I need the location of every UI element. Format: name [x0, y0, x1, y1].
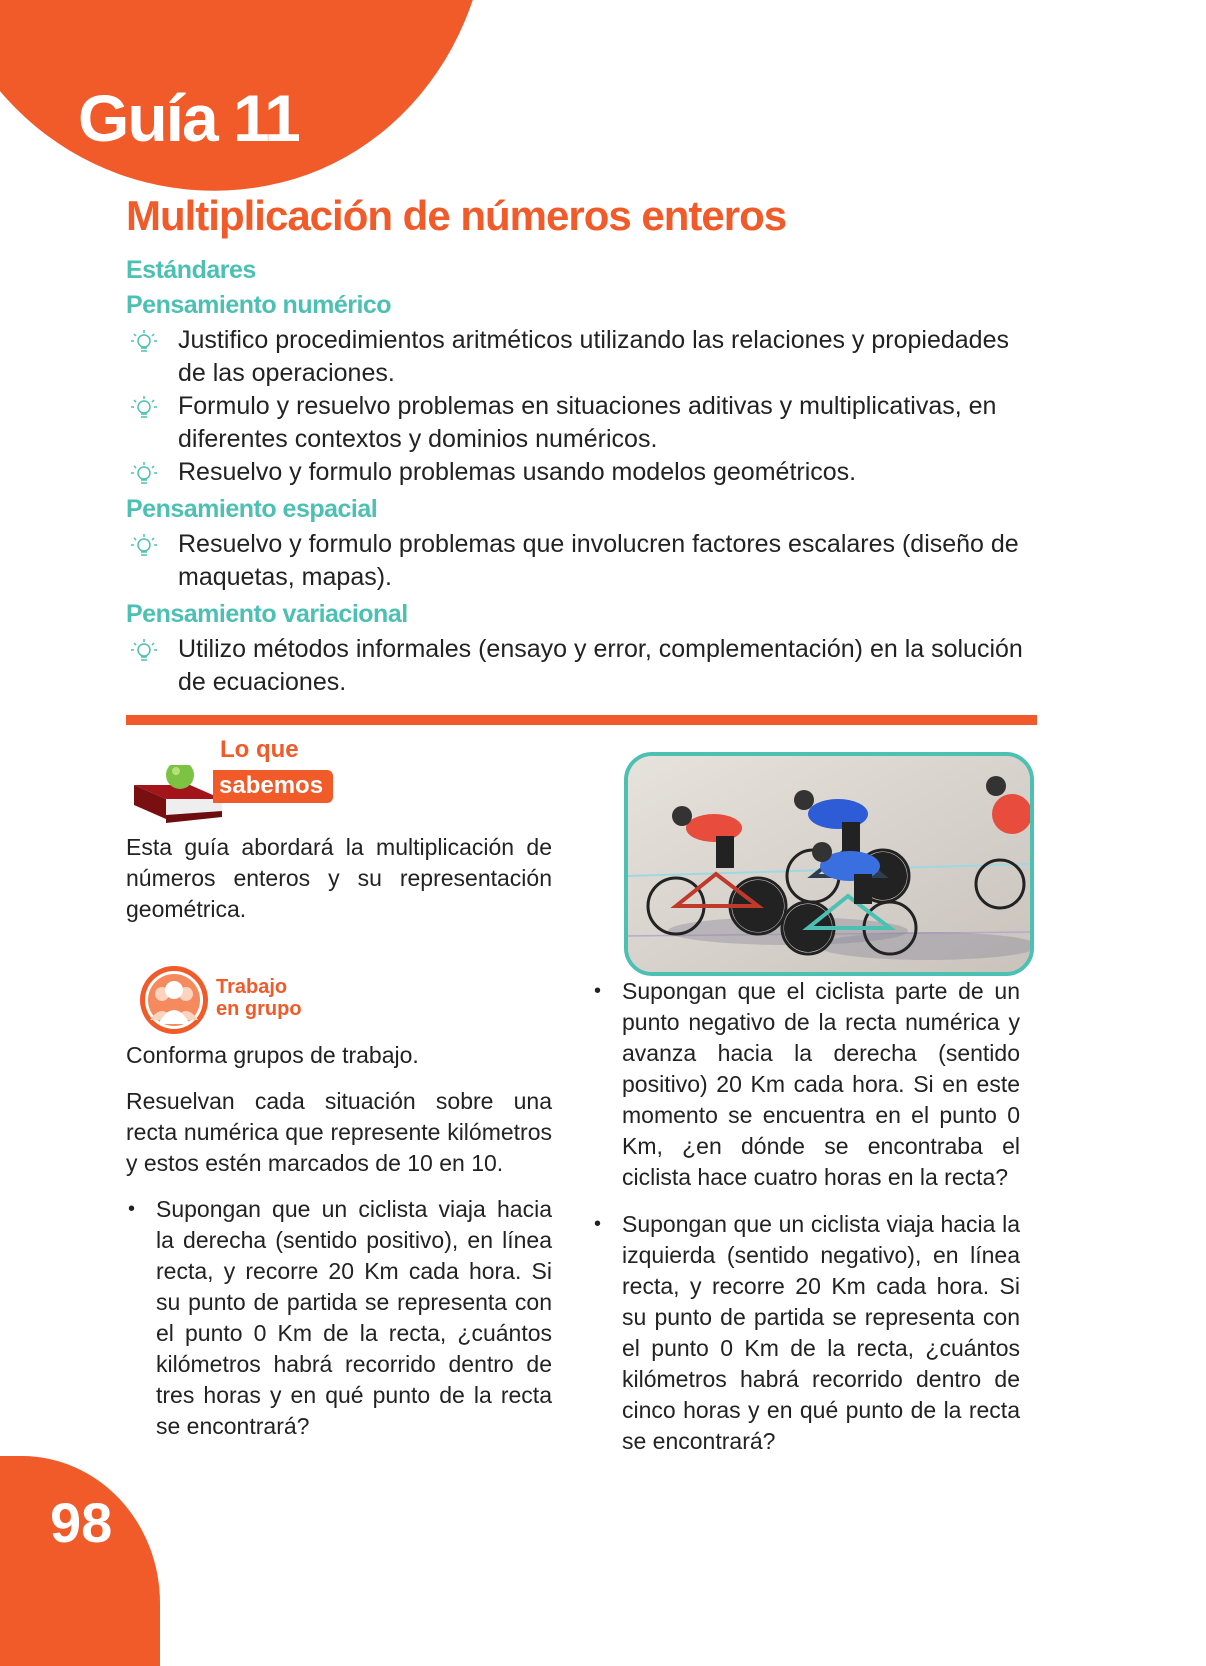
section-divider	[126, 715, 1037, 725]
group-description: Resuelvan cada situación sobre una recta numérica que represente kilómetros y estos estén marcados de 10 en 10.	[126, 1088, 552, 1176]
standard-text: Justifico procedimientos aritméticos utilizando las relaciones y propiedades de las operaciones.	[178, 326, 1009, 387]
standards-heading: Estándares	[126, 256, 256, 284]
standard-text: Formulo y resuelvo problemas en situaciones aditivas y multiplicativas, en diferentes contextos y dominios numéricos.	[178, 392, 997, 453]
lightbulb-icon	[130, 532, 158, 560]
standard-text: Utilizo métodos informales (ensayo y error, complementación) en la solución de ecuaciones.	[178, 635, 1023, 696]
left-problem-list	[126, 1194, 552, 1442]
lightbulb-icon	[130, 637, 158, 665]
standard-item	[126, 390, 1026, 456]
problem-item: • Supongan que un ciclista viaja hacia la izquierda (sentido negativo), en línea recta, y recorre 20 Km cada hora. Si su punto de partida se representa con el punto 0 Km de la recta, ¿cuántos kilómetros habrá recorrido dentro de cinco horas y en qué punto de la recta se encontrará?	[592, 1209, 1020, 1457]
numeric-list	[126, 324, 1026, 489]
guide-number: Guía 11	[78, 81, 299, 155]
page-title: Multiplicación de números enteros	[126, 192, 787, 239]
lo-que-label: Lo que	[220, 736, 299, 763]
spatial-heading: Pensamiento espacial	[126, 495, 378, 523]
intro-paragraph: Esta guía abordará la multiplicación de números enteros y su representación geométrica.	[126, 834, 552, 922]
cyclists-photo	[624, 752, 1034, 976]
standard-text: Resuelvo y formulo problemas usando modelos geométricos.	[178, 458, 857, 486]
group-icon	[138, 964, 210, 1036]
cyclists-illustration	[628, 756, 1030, 972]
standard-item	[126, 633, 1026, 699]
standard-item	[126, 324, 1026, 390]
lightbulb-icon	[130, 460, 158, 488]
page-number: 98	[50, 1491, 113, 1554]
group-label-line2: en grupo	[216, 998, 302, 1020]
standard-item	[126, 528, 1026, 594]
standard-item	[126, 456, 1026, 489]
lightbulb-icon	[130, 394, 158, 422]
variational-list	[126, 633, 1026, 699]
numeric-heading: Pensamiento numérico	[126, 291, 392, 319]
apple-book-icon	[130, 765, 226, 835]
variational-heading: Pensamiento variacional	[126, 600, 408, 628]
problem-item: • Supongan que el ciclista parte de un punto negativo de la recta numérica y avanza hacia la derecha (sentido positivo) 20 Km cada hora. Si en este momento se encuentra en el punto 0 Km, ¿en dónde se encontraba el ciclista hace cuatro horas en la recta?	[592, 976, 1020, 1193]
standard-text: Resuelvo y formulo problemas que involucren factores escalares (diseño de maquetas, mapas).	[178, 530, 1019, 591]
sabemos-label: sabemos	[213, 770, 333, 803]
group-instruction: Conforma grupos de trabajo.	[126, 1042, 419, 1068]
right-problem-list	[592, 976, 1020, 1457]
spatial-list	[126, 528, 1026, 594]
group-label	[216, 976, 302, 1020]
lightbulb-icon	[130, 328, 158, 356]
group-label-line1: Trabajo	[216, 976, 288, 998]
problem-item: • Supongan que un ciclista viaja hacia la derecha (sentido positivo), en línea recta, y recorre 20 Km cada hora. Si su punto de partida se representa con el punto 0 Km de la recta, ¿cuántos kilómetros habrá recorrido dentro de tres horas y en qué punto de la recta se encontrará?	[126, 1194, 552, 1442]
page-number-shape	[0, 1456, 160, 1666]
